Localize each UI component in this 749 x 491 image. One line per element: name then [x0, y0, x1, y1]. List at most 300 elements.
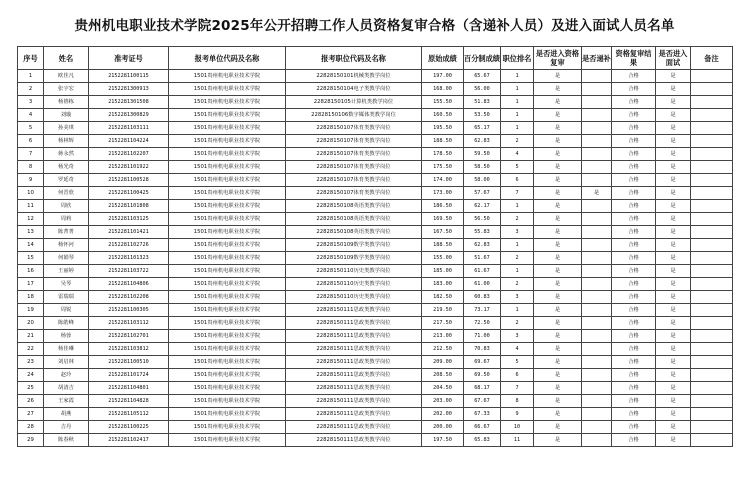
cell-rank: 9	[501, 408, 534, 421]
cell-raw-score: 182.50	[422, 291, 464, 304]
header-review-result: 资格复审结果	[612, 47, 656, 70]
cell-note	[691, 421, 733, 434]
cell-percent-score: 73.17	[464, 304, 501, 317]
cell-name: 胡清吉	[44, 382, 89, 395]
cell-review: 是	[534, 148, 582, 161]
cell-review: 是	[534, 317, 582, 330]
cell-note	[691, 278, 733, 291]
table-row	[18, 148, 733, 161]
cell-interview: 是	[656, 252, 691, 265]
cell-supplement	[582, 434, 612, 447]
cell-percent-score: 53.50	[464, 109, 501, 122]
cell-review-result: 合格	[612, 304, 656, 317]
cell-no: 16	[18, 265, 44, 278]
cell-name: 刘启林	[44, 356, 89, 369]
cell-interview: 是	[656, 135, 691, 148]
cell-name: 陈菁菁	[44, 226, 89, 239]
cell-review: 是	[534, 356, 582, 369]
cell-review-result: 合格	[612, 382, 656, 395]
cell-review-result: 合格	[612, 408, 656, 421]
cell-review-result: 合格	[612, 421, 656, 434]
table-header-row	[18, 47, 733, 70]
cell-rank: 4	[501, 343, 534, 356]
cell-name: 孙美琪	[44, 122, 89, 135]
cell-supplement	[582, 226, 612, 239]
cell-percent-score: 51.67	[464, 252, 501, 265]
cell-raw-score: 213.00	[422, 330, 464, 343]
cell-raw-score: 188.50	[422, 239, 464, 252]
header-supplement: 是否递补	[582, 47, 612, 70]
cell-review-result: 合格	[612, 291, 656, 304]
cell-ticket: 2152281101323	[89, 252, 169, 265]
cell-ticket: 2152281105112	[89, 408, 169, 421]
cell-unit: 1501贵州机电职业技术学院	[169, 135, 286, 148]
cell-unit: 1501贵州机电职业技术学院	[169, 434, 286, 447]
cell-ticket: 2152281100305	[89, 304, 169, 317]
cell-supplement	[582, 161, 612, 174]
cell-no: 6	[18, 135, 44, 148]
cell-review: 是	[534, 278, 582, 291]
cell-supplement	[582, 200, 612, 213]
cell-review: 是	[534, 70, 582, 83]
cell-ticket: 2152281102417	[89, 434, 169, 447]
cell-raw-score: 188.50	[422, 135, 464, 148]
cell-raw-score: 208.50	[422, 369, 464, 382]
cell-review: 是	[534, 330, 582, 343]
cell-supplement	[582, 330, 612, 343]
cell-review: 是	[534, 369, 582, 382]
cell-review: 是	[534, 343, 582, 356]
cell-unit: 1501贵州机电职业技术学院	[169, 109, 286, 122]
cell-position: 22828150107体育类教学岗位	[286, 135, 422, 148]
cell-unit: 1501贵州机电职业技术学院	[169, 369, 286, 382]
cell-no: 9	[18, 174, 44, 187]
cell-unit: 1501贵州机电职业技术学院	[169, 330, 286, 343]
cell-position: 22828150111思政类教学岗位	[286, 343, 422, 356]
cell-interview: 是	[656, 304, 691, 317]
cell-ticket: 2152281104224	[89, 135, 169, 148]
cell-review-result: 合格	[612, 434, 656, 447]
table-row	[18, 304, 733, 317]
cell-note	[691, 317, 733, 330]
cell-review: 是	[534, 109, 582, 122]
cell-name: 周锐	[44, 304, 89, 317]
cell-supplement	[582, 265, 612, 278]
cell-name: 胡燕	[44, 408, 89, 421]
cell-no: 11	[18, 200, 44, 213]
cell-ticket: 2152281101421	[89, 226, 169, 239]
cell-position: 22828150101机械类教学岗位	[286, 70, 422, 83]
cell-raw-score: 155.50	[422, 96, 464, 109]
cell-no: 1	[18, 70, 44, 83]
cell-raw-score: 186.50	[422, 200, 464, 213]
cell-note	[691, 174, 733, 187]
cell-raw-score: 175.50	[422, 161, 464, 174]
cell-percent-score: 62.17	[464, 200, 501, 213]
cell-raw-score: 178.50	[422, 148, 464, 161]
table-row	[18, 291, 733, 304]
cell-rank: 1	[501, 96, 534, 109]
cell-name: 杨蓉	[44, 330, 89, 343]
cell-rank: 2	[501, 278, 534, 291]
cell-name: 周欣	[44, 200, 89, 213]
cell-interview: 是	[656, 109, 691, 122]
cell-supplement	[582, 317, 612, 330]
cell-no: 22	[18, 343, 44, 356]
cell-ticket: 2152281101922	[89, 161, 169, 174]
cell-raw-score: 167.50	[422, 226, 464, 239]
table-row	[18, 161, 733, 174]
cell-position: 22828150111思政类教学岗位	[286, 395, 422, 408]
cell-no: 12	[18, 213, 44, 226]
cell-rank: 6	[501, 174, 534, 187]
cell-percent-score: 60.83	[464, 291, 501, 304]
table-row	[18, 252, 733, 265]
cell-raw-score: 195.50	[422, 122, 464, 135]
cell-percent-score: 66.67	[464, 421, 501, 434]
cell-review: 是	[534, 213, 582, 226]
table-row	[18, 278, 733, 291]
cell-supplement	[582, 174, 612, 187]
cell-interview: 是	[656, 148, 691, 161]
cell-percent-score: 71.00	[464, 330, 501, 343]
table-row	[18, 70, 733, 83]
cell-supplement	[582, 421, 612, 434]
cell-percent-score: 61.00	[464, 278, 501, 291]
cell-percent-score: 69.67	[464, 356, 501, 369]
cell-supplement	[582, 239, 612, 252]
cell-review: 是	[534, 291, 582, 304]
header-note: 备注	[691, 47, 733, 70]
cell-no: 25	[18, 382, 44, 395]
cell-note	[691, 382, 733, 395]
cell-no: 3	[18, 96, 44, 109]
cell-position: 22828150107体育类教学岗位	[286, 122, 422, 135]
cell-percent-score: 65.83	[464, 434, 501, 447]
cell-name: 王家霞	[44, 395, 89, 408]
cell-review: 是	[534, 434, 582, 447]
cell-raw-score: 204.50	[422, 382, 464, 395]
cell-position: 22828150111思政类教学岗位	[286, 304, 422, 317]
cell-name: 杨光奇	[44, 161, 89, 174]
cell-raw-score: 174.00	[422, 174, 464, 187]
cell-rank: 1	[501, 70, 534, 83]
cell-supplement	[582, 382, 612, 395]
cell-unit: 1501贵州机电职业技术学院	[169, 356, 286, 369]
cell-review: 是	[534, 265, 582, 278]
cell-percent-score: 58.50	[464, 161, 501, 174]
cell-interview: 是	[656, 122, 691, 135]
cell-review-result: 合格	[612, 278, 656, 291]
cell-review-result: 合格	[612, 148, 656, 161]
cell-unit: 1501贵州机电职业技术学院	[169, 382, 286, 395]
cell-interview: 是	[656, 226, 691, 239]
cell-ticket: 2152281103812	[89, 343, 169, 356]
cell-unit: 1501贵州机电职业技术学院	[169, 122, 286, 135]
cell-interview: 是	[656, 291, 691, 304]
cell-percent-score: 67.67	[464, 395, 501, 408]
table-row	[18, 395, 733, 408]
cell-note	[691, 200, 733, 213]
header-review: 是否进入资格复审	[534, 47, 582, 70]
cell-percent-score: 56.50	[464, 213, 501, 226]
cell-rank: 11	[501, 434, 534, 447]
table-row	[18, 408, 733, 421]
cell-position: 22828150109数学类教学岗位	[286, 239, 422, 252]
cell-name: 周莉	[44, 213, 89, 226]
header-interview: 是否进入面试	[656, 47, 691, 70]
table-row	[18, 135, 733, 148]
cell-supplement	[582, 135, 612, 148]
cell-no: 2	[18, 83, 44, 96]
cell-review-result: 合格	[612, 174, 656, 187]
cell-note	[691, 161, 733, 174]
table-row	[18, 369, 733, 382]
table-row	[18, 109, 733, 122]
cell-rank: 8	[501, 395, 534, 408]
cell-no: 8	[18, 161, 44, 174]
cell-review-result: 合格	[612, 317, 656, 330]
cell-rank: 2	[501, 135, 534, 148]
cell-raw-score: 219.50	[422, 304, 464, 317]
cell-no: 14	[18, 239, 44, 252]
cell-ticket: 2152281102726	[89, 239, 169, 252]
table-row	[18, 382, 733, 395]
cell-position: 22828150111思政类教学岗位	[286, 434, 422, 447]
cell-position: 22828150107体育类教学岗位	[286, 187, 422, 200]
cell-percent-score: 62.83	[464, 135, 501, 148]
cell-name: 吉丹	[44, 421, 89, 434]
cell-supplement	[582, 395, 612, 408]
header-ticket: 准考证号	[89, 47, 169, 70]
cell-raw-score: 212.50	[422, 343, 464, 356]
table-row	[18, 187, 733, 200]
cell-note	[691, 226, 733, 239]
cell-rank: 1	[501, 83, 534, 96]
cell-position: 22828150110历史类教学岗位	[286, 278, 422, 291]
cell-review-result: 合格	[612, 356, 656, 369]
cell-percent-score: 61.67	[464, 265, 501, 278]
cell-rank: 3	[501, 226, 534, 239]
cell-name: 陈春秋	[44, 434, 89, 447]
cell-interview: 是	[656, 434, 691, 447]
cell-supplement	[582, 304, 612, 317]
cell-name: 何晋欣	[44, 187, 89, 200]
cell-ticket: 2152281100425	[89, 187, 169, 200]
cell-ticket: 2152281101724	[89, 369, 169, 382]
cell-interview: 是	[656, 369, 691, 382]
cell-no: 29	[18, 434, 44, 447]
cell-percent-score: 65.17	[464, 122, 501, 135]
table-row	[18, 226, 733, 239]
cell-name: 杨禧栋	[44, 96, 89, 109]
cell-name: 刘璇	[44, 109, 89, 122]
cell-ticket: 2152281102207	[89, 148, 169, 161]
cell-supplement	[582, 83, 612, 96]
table-row	[18, 330, 733, 343]
cell-unit: 1501贵州机电职业技术学院	[169, 70, 286, 83]
cell-name: 赵玲	[44, 369, 89, 382]
cell-rank: 5	[501, 356, 534, 369]
results-table	[17, 46, 733, 447]
cell-review: 是	[534, 135, 582, 148]
cell-percent-score: 72.50	[464, 317, 501, 330]
table-row	[18, 356, 733, 369]
cell-percent-score: 68.17	[464, 382, 501, 395]
cell-supplement	[582, 369, 612, 382]
cell-note	[691, 239, 733, 252]
header-rank: 职位排名	[501, 47, 534, 70]
cell-supplement	[582, 213, 612, 226]
cell-position: 22828150110历史类教学岗位	[286, 265, 422, 278]
cell-percent-score: 55.83	[464, 226, 501, 239]
cell-position: 22828150107体育类教学岗位	[286, 174, 422, 187]
cell-review: 是	[534, 122, 582, 135]
cell-raw-score: 200.00	[422, 421, 464, 434]
cell-rank: 1	[501, 122, 534, 135]
cell-rank: 1	[501, 265, 534, 278]
cell-interview: 是	[656, 343, 691, 356]
cell-interview: 是	[656, 213, 691, 226]
cell-unit: 1501贵州机电职业技术学院	[169, 252, 286, 265]
cell-raw-score: 197.00	[422, 70, 464, 83]
cell-percent-score: 56.00	[464, 83, 501, 96]
cell-no: 26	[18, 395, 44, 408]
cell-unit: 1501贵州机电职业技术学院	[169, 239, 286, 252]
cell-raw-score: 217.50	[422, 317, 464, 330]
cell-name: 蒋永然	[44, 148, 89, 161]
cell-raw-score: 168.00	[422, 83, 464, 96]
cell-no: 13	[18, 226, 44, 239]
cell-no: 15	[18, 252, 44, 265]
cell-note	[691, 434, 733, 447]
cell-no: 5	[18, 122, 44, 135]
cell-interview: 是	[656, 83, 691, 96]
cell-no: 20	[18, 317, 44, 330]
cell-interview: 是	[656, 330, 691, 343]
cell-rank: 2	[501, 213, 534, 226]
cell-rank: 10	[501, 421, 534, 434]
cell-note	[691, 148, 733, 161]
cell-review-result: 合格	[612, 330, 656, 343]
table-row	[18, 83, 733, 96]
cell-supplement	[582, 148, 612, 161]
cell-percent-score: 62.83	[464, 239, 501, 252]
table-row	[18, 122, 733, 135]
header-name: 姓名	[44, 47, 89, 70]
cell-supplement	[582, 96, 612, 109]
cell-supplement	[582, 70, 612, 83]
cell-unit: 1501贵州机电职业技术学院	[169, 226, 286, 239]
cell-interview: 是	[656, 174, 691, 187]
cell-unit: 1501贵州机电职业技术学院	[169, 395, 286, 408]
cell-interview: 是	[656, 187, 691, 200]
cell-interview: 是	[656, 421, 691, 434]
cell-raw-score: 197.50	[422, 434, 464, 447]
cell-rank: 2	[501, 252, 534, 265]
cell-ticket: 2152281100225	[89, 421, 169, 434]
table-row	[18, 174, 733, 187]
page-title: 贵州机电职业技术学院2025年公开招聘工作人员资格复审合格（含递补人员）及进入面试人员名单	[74, 18, 675, 34]
table-row	[18, 434, 733, 447]
cell-note	[691, 187, 733, 200]
cell-raw-score: 202.00	[422, 408, 464, 421]
cell-raw-score: 173.00	[422, 187, 464, 200]
cell-ticket: 2152281104806	[89, 278, 169, 291]
cell-position: 22828150106数字媒体类教学岗位	[286, 109, 422, 122]
cell-position: 22828150111思政类教学岗位	[286, 356, 422, 369]
cell-position: 22828150104电子类教学岗位	[286, 83, 422, 96]
cell-note	[691, 395, 733, 408]
cell-supplement: 是	[582, 187, 612, 200]
cell-ticket: 2152281100510	[89, 356, 169, 369]
cell-rank: 7	[501, 187, 534, 200]
cell-raw-score: 183.00	[422, 278, 464, 291]
cell-unit: 1501贵州机电职业技术学院	[169, 408, 286, 421]
cell-position: 22828150107体育类教学岗位	[286, 148, 422, 161]
cell-review: 是	[534, 421, 582, 434]
table-row	[18, 96, 733, 109]
cell-name: 吴琴	[44, 278, 89, 291]
cell-review: 是	[534, 226, 582, 239]
cell-name: 何娟琴	[44, 252, 89, 265]
cell-interview: 是	[656, 265, 691, 278]
cell-supplement	[582, 122, 612, 135]
table-body	[18, 70, 733, 447]
cell-interview: 是	[656, 356, 691, 369]
cell-review: 是	[534, 161, 582, 174]
cell-supplement	[582, 278, 612, 291]
cell-ticket: 2152281102208	[89, 291, 169, 304]
cell-rank: 7	[501, 382, 534, 395]
cell-review: 是	[534, 83, 582, 96]
cell-interview: 是	[656, 395, 691, 408]
cell-review: 是	[534, 96, 582, 109]
table-row	[18, 265, 733, 278]
cell-note	[691, 343, 733, 356]
cell-position: 22828150111思政类教学岗位	[286, 330, 422, 343]
cell-note	[691, 213, 733, 226]
cell-review: 是	[534, 200, 582, 213]
cell-unit: 1501贵州机电职业技术学院	[169, 213, 286, 226]
cell-note	[691, 265, 733, 278]
cell-no: 4	[18, 109, 44, 122]
cell-interview: 是	[656, 70, 691, 83]
cell-interview: 是	[656, 278, 691, 291]
cell-name: 陈皓峰	[44, 317, 89, 330]
cell-review: 是	[534, 187, 582, 200]
cell-name: 王丽婷	[44, 265, 89, 278]
cell-ticket: 2152281104801	[89, 382, 169, 395]
cell-unit: 1501贵州机电职业技术学院	[169, 317, 286, 330]
cell-position: 22828150108英语类教学岗位	[286, 213, 422, 226]
cell-unit: 1501贵州机电职业技术学院	[169, 96, 286, 109]
cell-ticket: 2152281104828	[89, 395, 169, 408]
cell-unit: 1501贵州机电职业技术学院	[169, 421, 286, 434]
cell-percent-score: 69.50	[464, 369, 501, 382]
cell-review-result: 合格	[612, 187, 656, 200]
cell-interview: 是	[656, 200, 691, 213]
cell-note	[691, 135, 733, 148]
cell-position: 22828150111思政类教学岗位	[286, 317, 422, 330]
cell-note	[691, 122, 733, 135]
cell-rank: 2	[501, 317, 534, 330]
cell-supplement	[582, 408, 612, 421]
cell-unit: 1501贵州机电职业技术学院	[169, 83, 286, 96]
cell-review-result: 合格	[612, 161, 656, 174]
cell-name: 张宇宏	[44, 83, 89, 96]
cell-rank: 3	[501, 330, 534, 343]
